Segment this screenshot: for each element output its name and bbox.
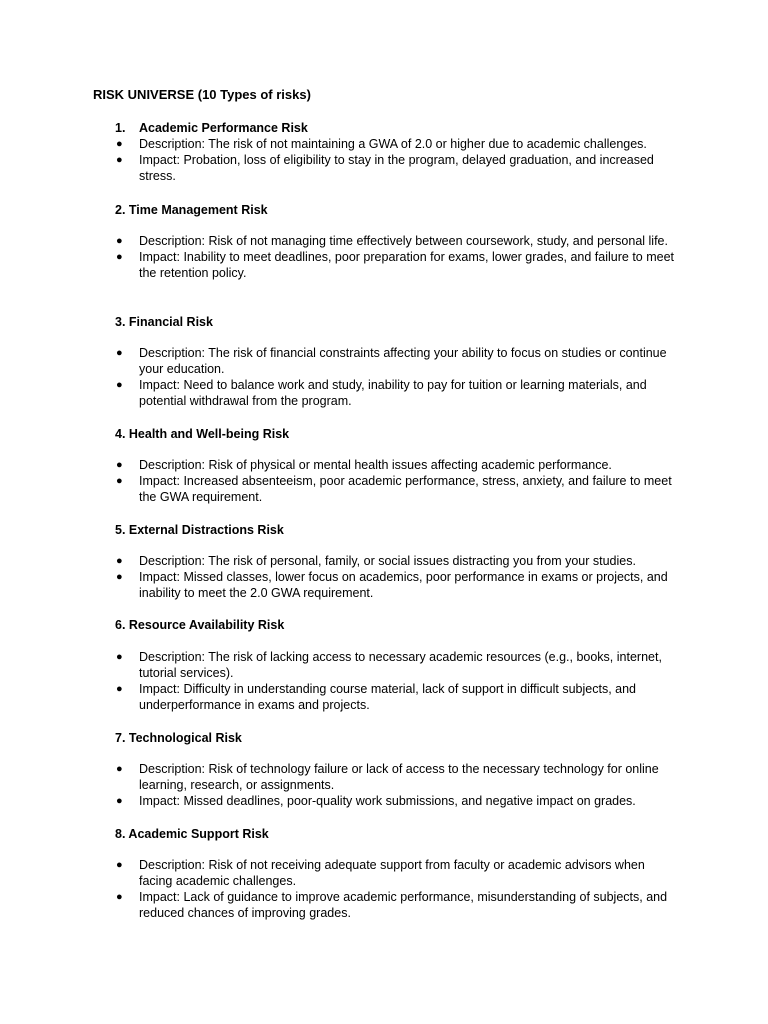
bullet-list (0, 857, 768, 921)
bullet-list (0, 761, 768, 809)
section-number: 1. (115, 121, 126, 135)
list-item (0, 345, 679, 377)
list-item (0, 793, 679, 809)
list-item (0, 761, 679, 793)
bullet-icon: ● (116, 138, 123, 150)
bullet-icon: ● (116, 891, 123, 903)
section-heading: 6. Resource Availability Risk (115, 618, 285, 632)
bullet-icon: ● (116, 683, 123, 695)
bullet-icon: ● (116, 475, 123, 487)
section-heading-academic-performance (115, 120, 308, 136)
bullet-list (0, 233, 768, 281)
bullet-list (0, 649, 768, 713)
bullet-list (0, 345, 768, 409)
list-item-text: Impact: Missed classes, lower focus on academics, poor performance in exams or projects, and inability to meet the 2.0 GWA requirement. (139, 570, 668, 600)
list-item (0, 553, 679, 569)
section-heading: 8. Academic Support Risk (115, 827, 269, 841)
section-heading: 5. External Distractions Risk (115, 523, 284, 537)
bullet-icon: ● (116, 571, 123, 583)
bullet-icon: ● (116, 651, 123, 663)
list-item (0, 233, 679, 249)
list-item-text: Description: Risk of not managing time effectively between coursework, study, and personal life. (139, 234, 668, 248)
list-item-text: Impact: Need to balance work and study, inability to pay for tuition or learning materials, and potential withdrawal from the program. (139, 378, 647, 408)
bullet-icon: ● (116, 859, 123, 871)
list-item (0, 377, 679, 409)
list-item-text: Impact: Increased absenteeism, poor academic performance, stress, anxiety, and failure to meet the GWA requirement. (139, 474, 672, 504)
list-item (0, 136, 679, 152)
list-item-text: Impact: Inability to meet deadlines, poor preparation for exams, lower grades, and failure to meet the retention policy. (139, 250, 675, 280)
list-item-text: Description: Risk of not receiving adequate support from faculty or academic advisors when facing academic challenges. (139, 858, 645, 888)
bullet-list (0, 457, 768, 505)
list-item-text: Description: Risk of physical or mental health issues affecting academic performance. (139, 458, 612, 472)
bullet-icon: ● (116, 555, 123, 567)
list-item (0, 681, 679, 713)
bullet-icon: ● (116, 459, 123, 471)
list-item-text: Impact: Difficulty in understanding course material, lack of support in difficult subjects, and underperformance in exams and projects. (139, 682, 637, 712)
list-item (0, 152, 679, 184)
bullet-icon: ● (116, 251, 123, 263)
document-title: RISK UNIVERSE (10 Types of risks) (93, 87, 311, 102)
list-item-text: Description: The risk of personal, family, or social issues distracting you from your studies. (139, 554, 636, 568)
list-item-text: Impact: Lack of guidance to improve academic performance, misunderstanding of subjects, and reduced chances of improving grades. (139, 890, 668, 920)
section-heading-text: Academic Performance Risk (139, 121, 308, 135)
list-item-text: Description: The risk of not maintaining a GWA of 2.0 or higher due to academic challenges. (139, 137, 647, 151)
section-heading: 3. Financial Risk (115, 315, 213, 329)
section-heading: 4. Health and Well-being Risk (115, 427, 290, 441)
bullet-icon: ● (116, 235, 123, 247)
bullet-list (0, 553, 768, 601)
section-heading: 2. Time Management Risk (115, 203, 268, 217)
list-item (0, 889, 679, 921)
list-item-text: Description: The risk of financial constraints affecting your ability to focus on studies or continue your education. (139, 346, 667, 376)
list-item (0, 649, 679, 681)
list-item-text: Impact: Probation, loss of eligibility to stay in the program, delayed graduation, and increased stress. (139, 153, 654, 183)
bullet-icon: ● (116, 154, 123, 166)
list-item-text: Description: The risk of lacking access to necessary academic resources (e.g., books, internet, tutorial services). (139, 650, 662, 680)
list-item (0, 473, 679, 505)
bullet-icon: ● (116, 795, 123, 807)
list-item-text: Impact: Missed deadlines, poor-quality work submissions, and negative impact on grades. (139, 794, 636, 808)
bullet-list-academic-performance (0, 136, 768, 184)
section-heading: 7. Technological Risk (115, 731, 242, 745)
list-item (0, 569, 679, 601)
list-item-text: Description: Risk of technology failure or lack of access to the necessary technology for online learning, research, or assignments. (139, 762, 659, 792)
bullet-icon: ● (116, 763, 123, 775)
list-item (0, 857, 679, 889)
bullet-icon: ● (116, 347, 123, 359)
list-item (0, 249, 679, 281)
list-item (0, 457, 679, 473)
bullet-icon: ● (116, 379, 123, 391)
